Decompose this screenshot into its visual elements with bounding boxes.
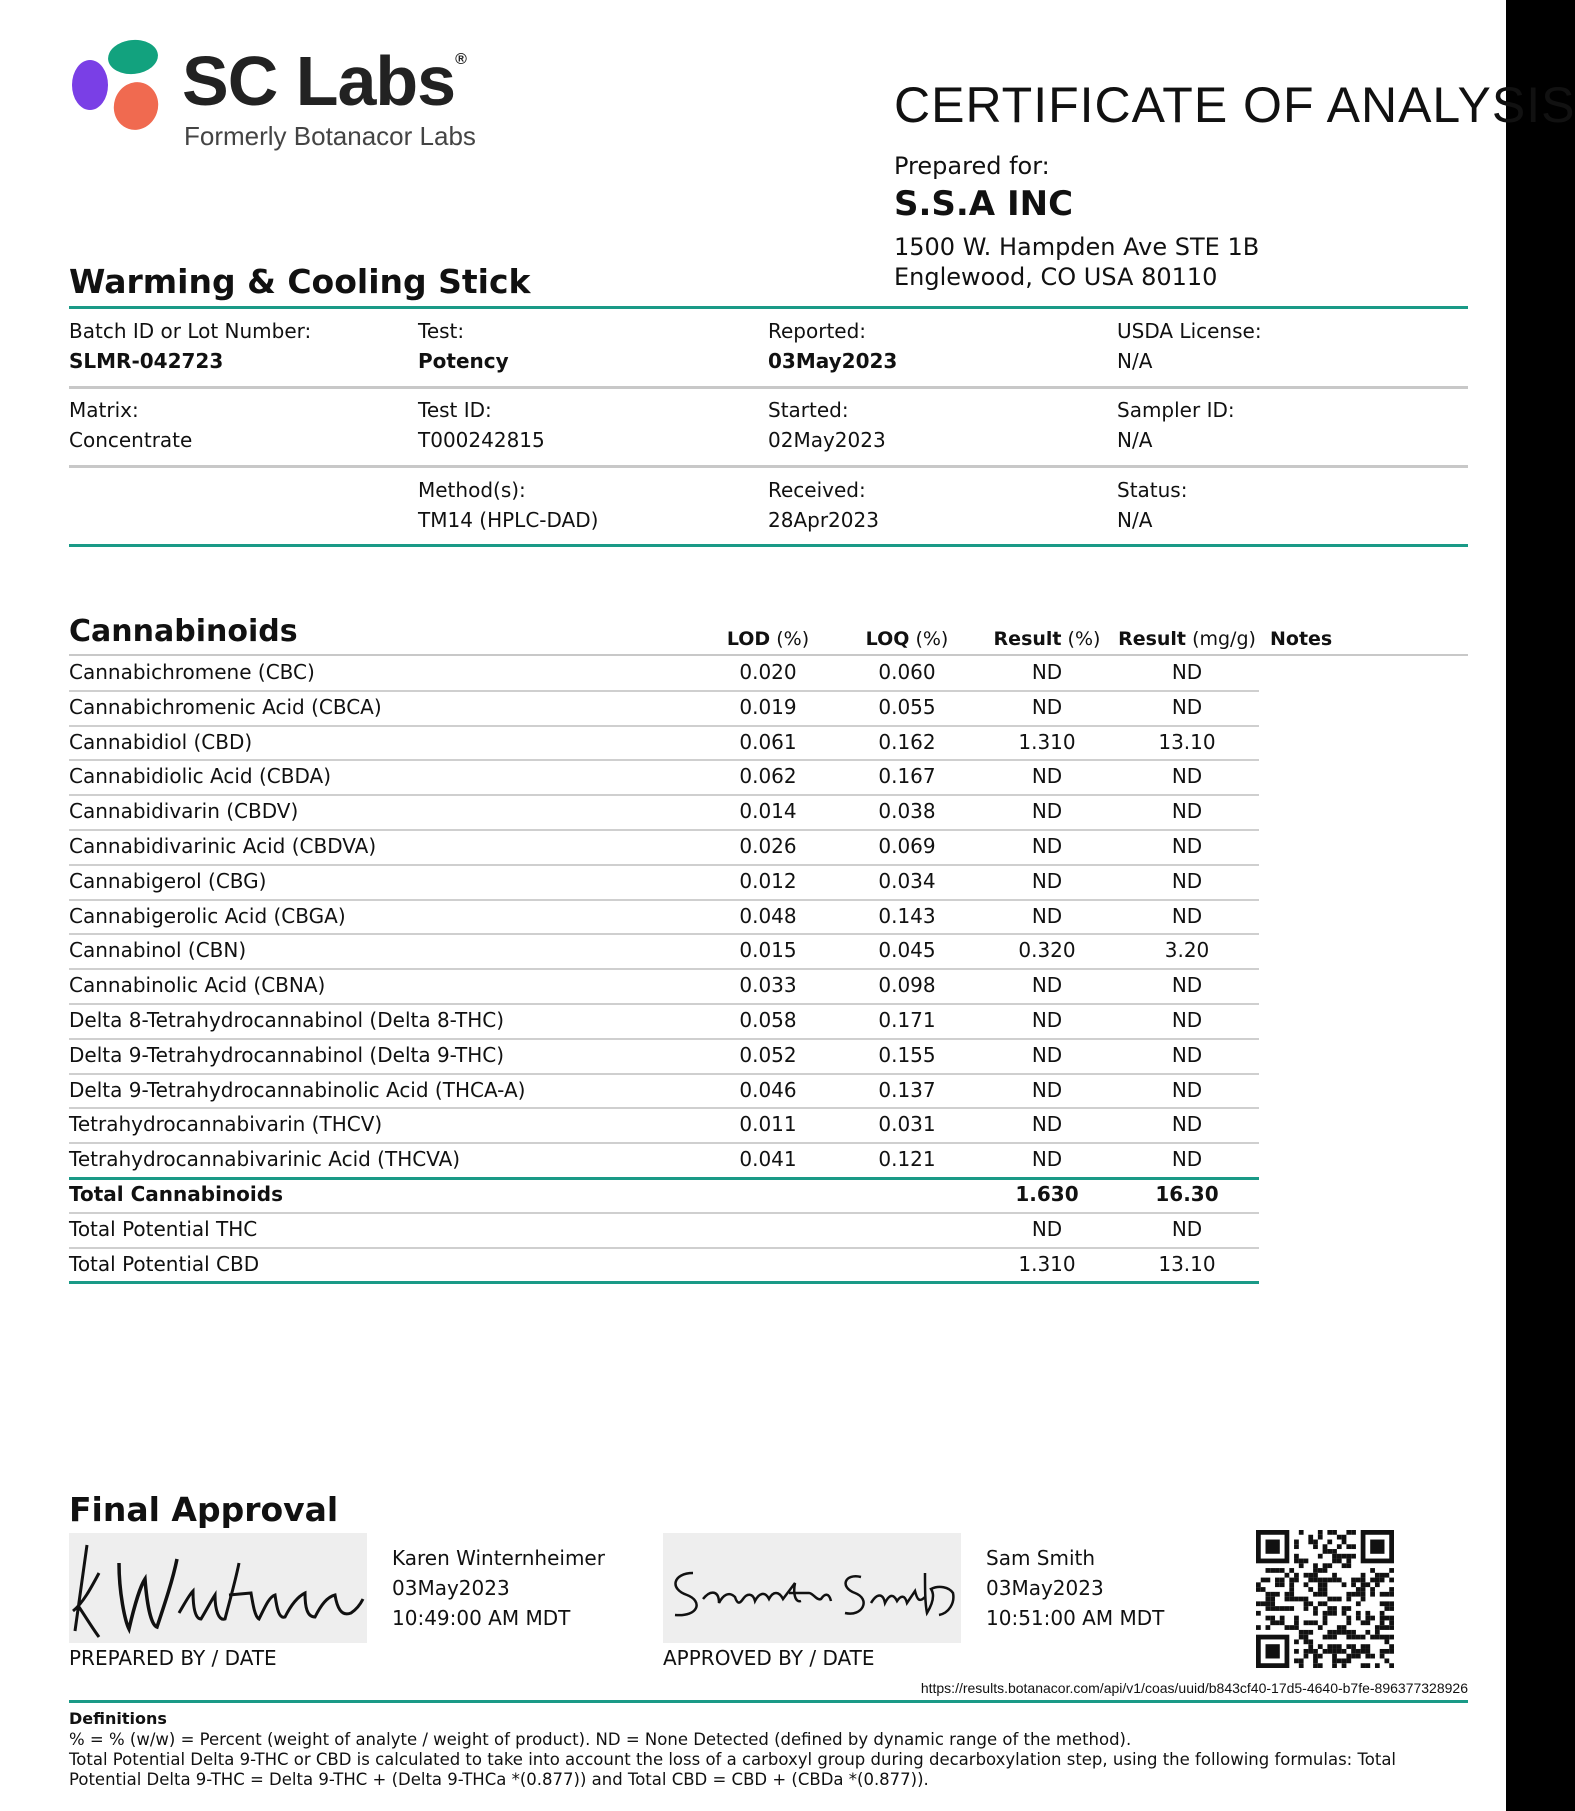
- total-mg-value: 13.10: [1158, 1251, 1216, 1276]
- meta-bottom-divider: [69, 544, 1468, 547]
- method-field: Method(s): TM14 (HPLC-DAD): [418, 478, 599, 532]
- table-row: [69, 969, 1259, 1004]
- analyte-name: Cannabidiolic Acid (CBDA): [69, 764, 331, 789]
- analyte-name: Delta 9-Tetrahydrocannabinolic Acid (THCA-A): [69, 1077, 526, 1102]
- table-row: [69, 1143, 1259, 1178]
- status-field: Status: N/A: [1117, 478, 1188, 532]
- loq-value: 0.069: [878, 834, 936, 858]
- total-row: [69, 1178, 1259, 1213]
- total-pct-value: ND: [1031, 1216, 1063, 1241]
- col-lod: LOD (%): [726, 628, 810, 650]
- result-mg-value: ND: [1171, 834, 1203, 858]
- result-mg-value: ND: [1171, 1077, 1203, 1102]
- approver-signature: [663, 1533, 961, 1643]
- approver-info: Sam Smith 03May2023 10:51:00 AM MDT: [986, 1546, 1165, 1630]
- table-row: [69, 830, 1259, 865]
- lod-value: 0.012: [739, 868, 797, 893]
- lod-value: 0.019: [739, 694, 797, 719]
- result-mg-value: ND: [1171, 660, 1203, 684]
- loq-value: 0.034: [878, 868, 936, 893]
- loq-value: 0.038: [878, 799, 936, 824]
- batch-field: Batch ID or Lot Number: SLMR-042723: [69, 319, 312, 373]
- result-mg-value: ND: [1171, 764, 1203, 789]
- total-row: [69, 1248, 1259, 1283]
- table-row: [69, 691, 1259, 726]
- client-name: S.S.A INC: [894, 184, 1074, 224]
- lod-value: 0.062: [739, 764, 797, 789]
- definitions-title: Definitions: [69, 1709, 167, 1728]
- analyte-name: Cannabidivarinic Acid (CBDVA): [69, 834, 377, 858]
- col-result-pct: Result (%): [993, 628, 1101, 650]
- cannabinoids-title: Cannabinoids: [69, 614, 298, 649]
- result-pct-value: ND: [1031, 799, 1063, 824]
- lod-value: 0.033: [739, 973, 797, 998]
- table-row: [69, 726, 1259, 761]
- analyte-name: Cannabigerolic Acid (CBGA): [69, 903, 346, 928]
- table-row: [69, 1074, 1259, 1109]
- analyte-name: Cannabigerol (CBG): [69, 868, 267, 893]
- result-pct-value: 1.310: [1018, 729, 1076, 754]
- result-pct-value: 0.320: [1018, 938, 1076, 963]
- result-mg-value: 3.20: [1164, 938, 1210, 963]
- table-row: [69, 656, 1259, 691]
- lod-value: 0.020: [739, 660, 797, 684]
- brand-name: SC Labs®: [182, 42, 466, 120]
- result-pct-value: ND: [1031, 1112, 1063, 1137]
- client-address: 1500 W. Hampden Ave STE 1B Englewood, CO USA 80110: [894, 233, 1260, 291]
- result-mg-value: ND: [1171, 799, 1203, 824]
- result-mg-value: ND: [1171, 973, 1203, 998]
- received-field: Received: 28Apr2023: [768, 478, 879, 532]
- loq-value: 0.121: [878, 1147, 936, 1172]
- result-mg-value: ND: [1171, 1042, 1203, 1067]
- analyte-name: Cannabidiol (CBD): [69, 729, 253, 754]
- analyte-name: Tetrahydrocannabivarinic Acid (THCVA): [69, 1147, 461, 1172]
- loq-value: 0.055: [878, 694, 936, 719]
- result-pct-value: ND: [1031, 1077, 1063, 1102]
- analyte-name: Cannabinol (CBN): [69, 938, 247, 963]
- analyte-name: Tetrahydrocannabivarin (THCV): [69, 1112, 383, 1137]
- lod-value: 0.015: [739, 938, 797, 963]
- result-mg-value: ND: [1171, 1147, 1203, 1172]
- total-name: Total Cannabinoids: [69, 1182, 283, 1206]
- loq-value: 0.171: [878, 1008, 936, 1032]
- col-loq: LOQ (%): [865, 628, 949, 650]
- result-pct-value: ND: [1031, 1147, 1063, 1172]
- loq-value: 0.137: [878, 1077, 936, 1102]
- started-field: Started: 02May2023: [768, 398, 886, 452]
- preparer-signature-image: [69, 1533, 367, 1643]
- approver-signature-image: [663, 1533, 961, 1643]
- definitions-text: % = % (w/w) = Percent (weight of analyte / weight of product). ND = None Detected (defined by dynamic range of the method). Total Potential Delta 9-THC or CBD is calculated to take into account the loss of a carboxyl group during decarboxylation step, using the following formulas: Total Potential Delta 9-THC = Delta 9-THC + (Delta 9-THCa *(0.877)) and Total CBD = CBD + (CBDa *(0.877)).: [69, 1730, 1397, 1789]
- meta-divider: [69, 386, 1468, 389]
- test-field: Test: Potency: [418, 319, 509, 373]
- preparer-info: Karen Winternheimer 03May2023 10:49:00 AM MDT: [392, 1546, 605, 1630]
- result-pct-value: ND: [1031, 834, 1063, 858]
- lod-value: 0.041: [739, 1147, 797, 1172]
- usda-field: USDA License: N/A: [1117, 319, 1262, 373]
- col-notes: Notes: [1270, 628, 1333, 650]
- table-row: [69, 1039, 1259, 1074]
- loq-value: 0.098: [878, 973, 936, 998]
- analyte-name: Cannabidivarin (CBDV): [69, 799, 299, 824]
- approved-by-caption: APPROVED BY / DATE: [663, 1646, 875, 1670]
- lod-value: 0.046: [739, 1077, 797, 1102]
- loq-value: 0.045: [878, 938, 936, 963]
- table-row: [69, 900, 1259, 935]
- result-pct-value: ND: [1031, 764, 1063, 789]
- results-url[interactable]: https://results.botanacor.com/api/v1/coas/uuid/b843cf40-17d5-4640-b7fe-896377328926: [920, 1680, 1468, 1696]
- logo-mark-icon: [70, 38, 170, 138]
- loq-value: 0.155: [878, 1042, 936, 1067]
- preparer-signature: [69, 1533, 367, 1643]
- result-pct-value: ND: [1031, 868, 1063, 893]
- analyte-name: Cannabichromene (CBC): [69, 660, 315, 684]
- loq-value: 0.167: [878, 764, 936, 789]
- row-divider: [69, 1281, 1259, 1284]
- total-pct-value: 1.310: [1018, 1251, 1076, 1276]
- result-mg-value: ND: [1171, 1008, 1203, 1032]
- analyte-name: Cannabichromenic Acid (CBCA): [69, 694, 382, 719]
- table-row: [69, 865, 1259, 900]
- total-pct-value: 1.630: [1015, 1182, 1079, 1206]
- analyte-name: Delta 8-Tetrahydrocannabinol (Delta 8-THC): [69, 1008, 505, 1032]
- result-mg-value: ND: [1171, 903, 1203, 928]
- result-pct-value: ND: [1031, 1008, 1063, 1032]
- footer-divider: [69, 1700, 1468, 1703]
- lod-value: 0.048: [739, 903, 797, 928]
- prepared-by-caption: PREPARED BY / DATE: [69, 1646, 277, 1670]
- analyte-name: Cannabinolic Acid (CBNA): [69, 973, 326, 998]
- meta-divider: [69, 465, 1468, 468]
- result-pct-value: ND: [1031, 903, 1063, 928]
- prepared-for-label: Prepared for:: [894, 152, 1050, 180]
- lod-value: 0.014: [739, 799, 797, 824]
- result-mg-value: ND: [1171, 868, 1203, 893]
- loq-value: 0.143: [878, 903, 936, 928]
- table-row: [69, 760, 1259, 795]
- table-row: [69, 1108, 1259, 1143]
- table-row: [69, 934, 1259, 969]
- total-mg-value: ND: [1171, 1216, 1203, 1241]
- header-divider: [69, 306, 1468, 309]
- reported-field: Reported: 03May2023: [768, 319, 898, 373]
- final-approval-title: Final Approval: [69, 1490, 339, 1529]
- result-pct-value: ND: [1031, 694, 1063, 719]
- lod-value: 0.058: [739, 1008, 797, 1032]
- total-name: Total Potential THC: [69, 1216, 258, 1241]
- result-pct-value: ND: [1031, 973, 1063, 998]
- sampler-field: Sampler ID: N/A: [1117, 398, 1235, 452]
- result-mg-value: ND: [1171, 1112, 1203, 1137]
- result-mg-value: 13.10: [1158, 729, 1216, 754]
- lod-value: 0.011: [739, 1112, 797, 1137]
- lod-value: 0.052: [739, 1042, 797, 1067]
- table-row: [69, 1004, 1259, 1039]
- sc-labs-logo: [70, 38, 490, 158]
- document-title: CERTIFICATE OF ANALYSIS: [894, 77, 1575, 133]
- brand-tagline: Formerly Botanacor Labs: [184, 121, 476, 151]
- product-name: Warming & Cooling Stick: [69, 262, 531, 301]
- lod-value: 0.026: [739, 834, 797, 858]
- loq-value: 0.162: [878, 729, 936, 754]
- lod-value: 0.061: [739, 729, 797, 754]
- result-pct-value: ND: [1031, 660, 1063, 684]
- total-mg-value: 16.30: [1155, 1182, 1219, 1206]
- loq-value: 0.031: [878, 1112, 936, 1137]
- matrix-field: Matrix: Concentrate: [69, 398, 193, 452]
- total-row: [69, 1213, 1259, 1248]
- result-pct-value: ND: [1031, 1042, 1063, 1067]
- result-mg-value: ND: [1171, 694, 1203, 719]
- total-name: Total Potential CBD: [69, 1251, 260, 1276]
- col-result-mg: Result (mg/g): [1118, 628, 1256, 650]
- qr-code-icon[interactable]: [1256, 1530, 1394, 1668]
- test-id-field: Test ID: T000242815: [418, 398, 545, 452]
- analyte-name: Delta 9-Tetrahydrocannabinol (Delta 9-THC): [69, 1042, 505, 1067]
- loq-value: 0.060: [878, 660, 936, 684]
- table-row: [69, 795, 1259, 830]
